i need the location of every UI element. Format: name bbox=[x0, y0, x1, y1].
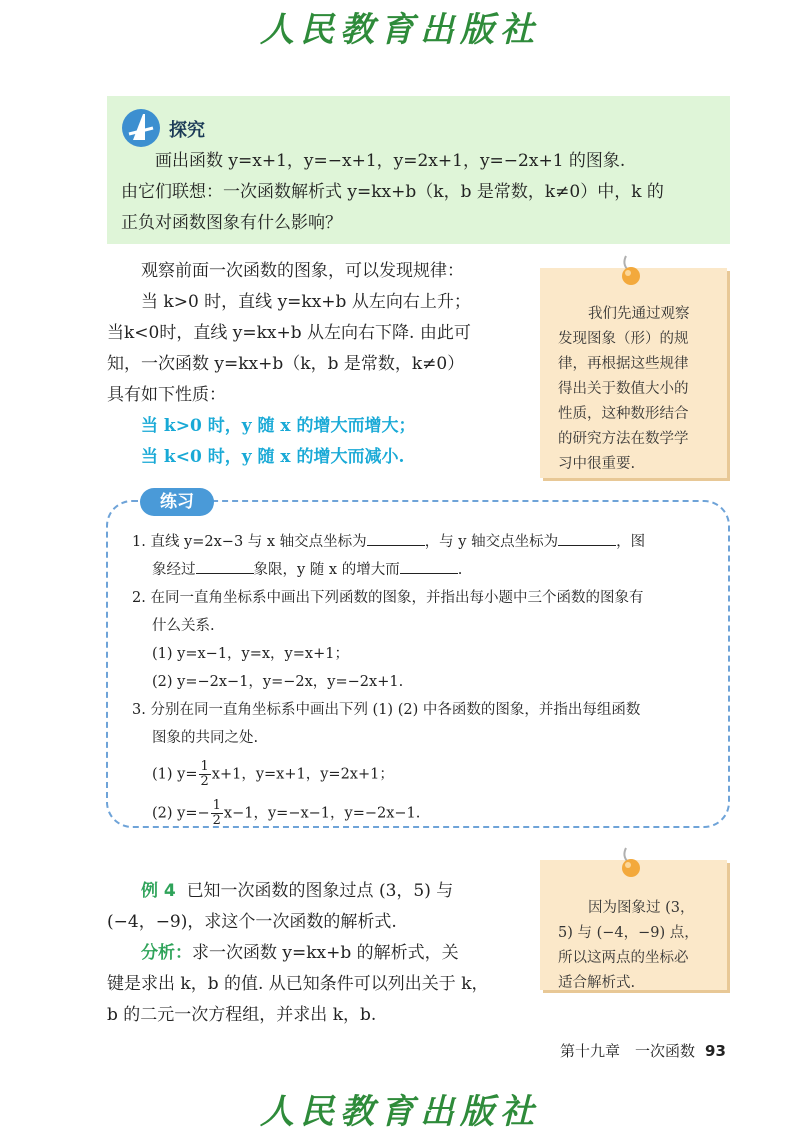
note-line: 发现图象（形）的规 bbox=[558, 331, 689, 347]
chapter-title: 第十九章 一次函数 bbox=[560, 1042, 696, 1060]
side-note-2 bbox=[540, 860, 727, 990]
analysis-line bbox=[107, 938, 512, 969]
fraction-den: 2 bbox=[212, 813, 221, 828]
exercise-q2-cont: 什么关系. bbox=[152, 618, 215, 634]
q3-text: x−1，y=−x−1，y=−2x−1. bbox=[223, 805, 421, 822]
publisher-header: 人民教育出版社 bbox=[260, 10, 540, 50]
analysis-line: b 的二元一次方程组，并求出 k，b. bbox=[107, 1005, 377, 1025]
example-4 bbox=[107, 876, 512, 1031]
page-number: 93 bbox=[705, 1042, 726, 1060]
example-line: (−4，−9)，求这个一次函数的解析式. bbox=[107, 912, 397, 932]
exercise-q1-cont bbox=[132, 556, 712, 584]
note-line: 性质，这种数形结合 bbox=[558, 406, 689, 422]
explore-line: 画出函数 y=x+1，y=−x+1，y=2x+1，y=−2x+1 的图象. bbox=[155, 151, 626, 171]
exercise-q3: 3. 分别在同一直角坐标系中画出下列 (1) (2) 中各函数的图象，并指出每组函数 bbox=[132, 702, 641, 718]
property-increase: 当 k>0 时，y 随 x 的增大而增大； bbox=[141, 416, 416, 436]
answer-blank[interactable] bbox=[400, 559, 458, 574]
answer-blank[interactable] bbox=[558, 531, 616, 546]
q3-text: (2) y=− bbox=[152, 805, 210, 822]
q1-text: 1. 直线 y=2x−3 与 x 轴交点坐标为 bbox=[132, 534, 367, 550]
pin-icon bbox=[618, 846, 644, 880]
publisher-footer: 人民教育出版社 bbox=[260, 1092, 540, 1132]
analysis-line: 键是求出 k，b 的值. 从已知条件可以列出关于 k， bbox=[107, 974, 489, 994]
exercise-q2: 2. 在同一直角坐标系中画出下列函数的图象，并指出每小题中三个函数的图象有 bbox=[132, 590, 644, 606]
note-line: 5) 与 (−4，−9) 点， bbox=[558, 925, 699, 941]
q1-text: ，图 bbox=[616, 534, 646, 550]
note-line: 适合解析式. bbox=[558, 975, 636, 991]
note-line: 的研究方法在数学学 bbox=[558, 431, 689, 447]
explore-text bbox=[121, 146, 719, 239]
main-line: 当k<0时，直线 y=kx+b 从左向右下降. 由此可 bbox=[107, 323, 471, 343]
example-line bbox=[107, 876, 512, 907]
main-line: 具有如下性质： bbox=[107, 385, 226, 405]
note-line: 因为图象过 (3， bbox=[588, 900, 695, 916]
example-label: 例 4 bbox=[141, 881, 176, 901]
q1-text: ，与 y 轴交点坐标为 bbox=[424, 534, 559, 550]
analysis-text: 求一次函数 y=kx+b 的解析式，关 bbox=[192, 943, 459, 963]
explore-box bbox=[107, 96, 730, 244]
exercise-q3-part2 bbox=[132, 799, 712, 828]
page-footer bbox=[560, 1040, 726, 1061]
q1-text: . bbox=[457, 562, 463, 578]
exercise-q2-part2: (2) y=−2x−1，y=−2x，y=−2x+1. bbox=[152, 674, 404, 690]
answer-blank[interactable] bbox=[367, 531, 425, 546]
property-decrease: 当 k<0 时，y 随 x 的增大而减小. bbox=[141, 447, 405, 467]
answer-blank[interactable] bbox=[196, 559, 254, 574]
note-line: 律，再根据这些规律 bbox=[558, 356, 689, 372]
explore-line: 由它们联想：一次函数解析式 y=kx+b（k，b 是常数，k≠0）中，k 的 bbox=[121, 182, 664, 202]
exercise-tab: 练习 bbox=[140, 488, 214, 516]
side-note-1 bbox=[540, 268, 727, 478]
exercise-q3-part1 bbox=[132, 760, 712, 789]
fraction-num: 1 bbox=[200, 759, 209, 774]
main-line: 当 k>0 时，直线 y=kx+b 从左向右上升； bbox=[141, 292, 471, 312]
exercise-q3-cont: 图象的共同之处. bbox=[152, 730, 259, 746]
analysis-label: 分析： bbox=[141, 943, 192, 963]
explore-line: 正负对函数图象有什么影响？ bbox=[121, 213, 342, 233]
note-2-text bbox=[558, 896, 713, 996]
main-line: 观察前面一次函数的图象，可以发现规律： bbox=[141, 261, 464, 281]
q3-text: x+1，y=x+1，y=2x+1； bbox=[211, 766, 394, 783]
note-line: 习中很重要. bbox=[558, 456, 636, 472]
note-1-text bbox=[558, 302, 713, 477]
q1-text: 象经过 bbox=[152, 562, 196, 578]
q3-text: (1) y= bbox=[152, 766, 198, 783]
main-paragraph bbox=[107, 256, 517, 473]
example-text: 已知一次函数的图象过点 (3，5) 与 bbox=[186, 881, 454, 901]
fraction bbox=[211, 799, 223, 828]
note-line: 我们先通过观察 bbox=[588, 306, 690, 322]
exercise-items bbox=[132, 528, 712, 828]
pin-icon bbox=[618, 254, 644, 288]
main-line: 知，一次函数 y=kx+b（k，b 是常数，k≠0） bbox=[107, 354, 465, 374]
explore-title: 探究 bbox=[169, 120, 205, 141]
fraction-num: 1 bbox=[212, 798, 221, 813]
exercise-q1 bbox=[132, 528, 712, 556]
fraction-den: 2 bbox=[200, 774, 209, 789]
q1-text: 象限，y 随 x 的增大而 bbox=[253, 562, 400, 578]
exercise-q2-part1: (1) y=x−1，y=x，y=x+1； bbox=[152, 646, 349, 662]
explore-icon bbox=[121, 108, 161, 148]
note-line: 得出关于数值大小的 bbox=[558, 381, 689, 397]
fraction bbox=[199, 760, 211, 789]
note-line: 所以这两点的坐标必 bbox=[558, 950, 689, 966]
